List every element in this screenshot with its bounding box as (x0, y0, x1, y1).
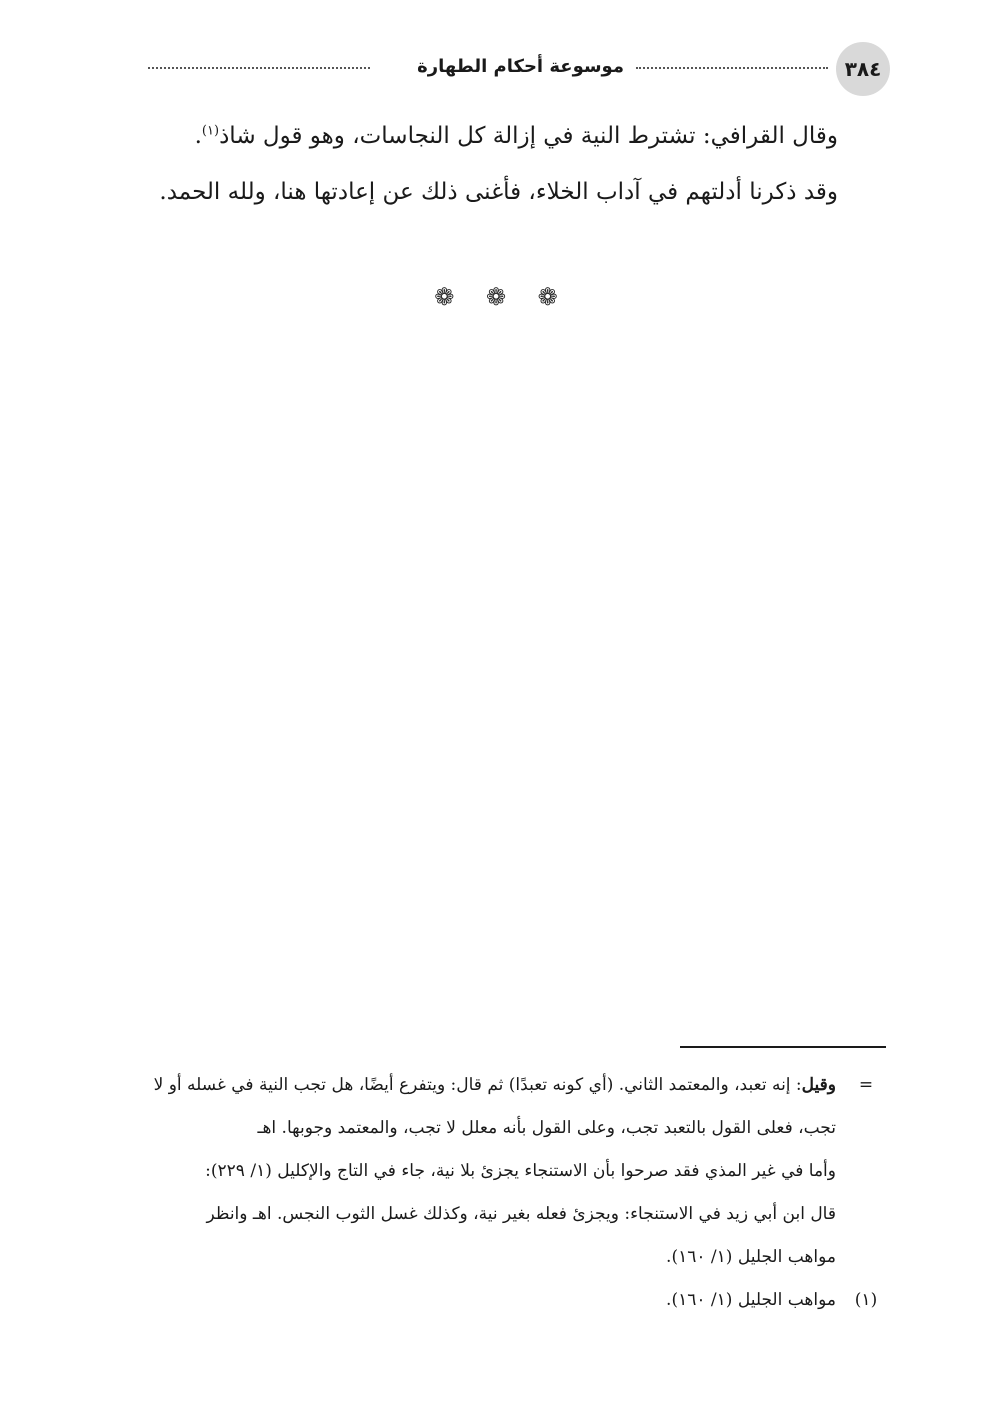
footnote-line: مواهب الجليل (١/ ١٦٠). (666, 1247, 836, 1267)
footnote-line: تجب، فعلى القول بالتعبد تجب، وعلى القول بأنه معلل لا تجب، والمعتمد وجوبها. اهـ (257, 1118, 836, 1138)
footnote-reference: (١) (201, 123, 220, 139)
footnote-line: قال ابن أبي زيد في الاستنجاء: ويجزئ فعله بغير نية، وكذلك غسل الثوب النجس. اهـ وانظر (206, 1204, 836, 1224)
running-title: موسوعة أحكام الطهارة (409, 56, 632, 77)
flower-ornament-icon: ❁ ❁ ❁ (434, 283, 570, 311)
footnote-number: (١) (854, 1290, 878, 1310)
main-text (159, 108, 838, 220)
footnotes (146, 1064, 886, 1322)
footnote-line: مواهب الجليل (١/ ١٦٠). (666, 1290, 836, 1310)
footnote-separator (680, 1046, 886, 1048)
footnote-line-rest: : إنه تعبد، والمعتمد الثاني. (أي كونه تعبدًا) ثم قال: ويتفرع أيضًا، هل تجب النية في غسله أو لا (153, 1075, 802, 1095)
footnote-bold-lead: وقيل (801, 1075, 836, 1095)
body-line-1 (170, 108, 838, 164)
page-number: ٣٨٤ (836, 42, 890, 96)
body-line-2: وقد ذكرنا أدلتهم في آداب الخلاء، فأغنى ذلك عن إعادتها هنا، ولله الحمد. (159, 179, 838, 205)
footnote-continuation (146, 1064, 886, 1279)
footnote-1 (146, 1279, 886, 1322)
page-header (148, 42, 890, 96)
body-line-1-end: . (194, 123, 202, 149)
footnote-line: وأما في غير المذي فقد صرحوا بأن الاستنجاء يجزئ بلا نية، جاء في التاج والإكليل (١/ ٢٢٩): (205, 1161, 836, 1181)
header-dotted-rule-left (148, 67, 370, 69)
body-line-1-text: وقال القرافي: تشترط النية في إزالة كل النجاسات، وهو قول شاذ (219, 123, 838, 149)
header-dotted-rule-right (636, 67, 828, 69)
footnote-line (146, 1064, 836, 1107)
continuation-marker: = (858, 1075, 874, 1095)
